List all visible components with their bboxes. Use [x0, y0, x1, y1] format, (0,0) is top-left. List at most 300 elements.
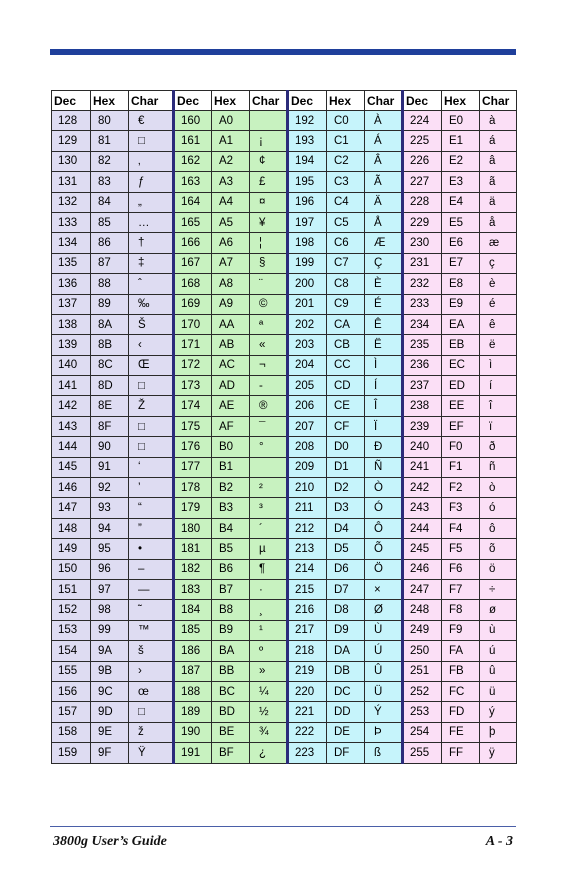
- cell-hex: A2: [212, 151, 250, 171]
- cell-dec: 130: [52, 151, 91, 171]
- cell-hex: 85: [91, 212, 129, 232]
- table-row: [52, 702, 517, 722]
- cell-dec: 231: [403, 253, 442, 273]
- table-row: [52, 681, 517, 701]
- cell-dec: 168: [174, 274, 212, 294]
- cell-dec: 157: [52, 702, 91, 722]
- extended-ascii-table: [51, 90, 517, 764]
- cell-dec: 132: [52, 192, 91, 212]
- cell-dec: 206: [288, 396, 327, 416]
- cell-hex: F5: [442, 539, 480, 559]
- header-char-2: Char: [365, 91, 403, 111]
- cell-hex: 84: [91, 192, 129, 212]
- table-row: [52, 335, 517, 355]
- cell-hex: D8: [327, 600, 365, 620]
- header-hex-0: Hex: [91, 91, 129, 111]
- cell-hex: 86: [91, 233, 129, 253]
- cell-hex: 9A: [91, 641, 129, 661]
- cell-char: ¥: [250, 212, 288, 232]
- cell-char: û: [480, 661, 517, 681]
- cell-dec: 217: [288, 620, 327, 640]
- table-row: [52, 172, 517, 192]
- cell-hex: FB: [442, 661, 480, 681]
- cell-hex: CF: [327, 416, 365, 436]
- header-hex-3: Hex: [442, 91, 480, 111]
- table-row: [52, 314, 517, 334]
- cell-hex: B2: [212, 478, 250, 498]
- cell-char: ô: [480, 518, 517, 538]
- cell-hex: E5: [442, 212, 480, 232]
- cell-char: §: [250, 253, 288, 273]
- cell-hex: A7: [212, 253, 250, 273]
- cell-hex: 90: [91, 437, 129, 457]
- cell-char: °: [250, 437, 288, 457]
- cell-dec: 180: [174, 518, 212, 538]
- cell-char: „: [129, 192, 174, 212]
- cell-hex: DE: [327, 722, 365, 742]
- header-char-0: Char: [129, 91, 174, 111]
- cell-dec: 164: [174, 192, 212, 212]
- cell-dec: 246: [403, 559, 442, 579]
- cell-dec: 224: [403, 111, 442, 131]
- cell-char: ÷: [480, 579, 517, 599]
- cell-hex: A5: [212, 212, 250, 232]
- cell-hex: F8: [442, 600, 480, 620]
- cell-char: ¨: [250, 274, 288, 294]
- cell-char: Ô: [365, 518, 403, 538]
- cell-hex: D5: [327, 539, 365, 559]
- table-row: [52, 539, 517, 559]
- cell-dec: 146: [52, 478, 91, 498]
- cell-char: ¸: [250, 600, 288, 620]
- cell-hex: E3: [442, 172, 480, 192]
- table-row: [52, 457, 517, 477]
- cell-dec: 229: [403, 212, 442, 232]
- cell-dec: 225: [403, 131, 442, 151]
- cell-dec: 237: [403, 376, 442, 396]
- cell-hex: EE: [442, 396, 480, 416]
- cell-char: ›: [129, 661, 174, 681]
- table-row: [52, 416, 517, 436]
- cell-char: ƒ: [129, 172, 174, 192]
- cell-hex: B0: [212, 437, 250, 457]
- cell-hex: 80: [91, 111, 129, 131]
- cell-char: Ñ: [365, 457, 403, 477]
- cell-char: Þ: [365, 722, 403, 742]
- cell-dec: 152: [52, 600, 91, 620]
- cell-dec: 167: [174, 253, 212, 273]
- cell-char: Â: [365, 151, 403, 171]
- cell-char: ý: [480, 702, 517, 722]
- cell-char: •: [129, 539, 174, 559]
- cell-dec: 160: [174, 111, 212, 131]
- cell-char: Æ: [365, 233, 403, 253]
- cell-char: É: [365, 294, 403, 314]
- cell-hex: BD: [212, 702, 250, 722]
- cell-char: €: [129, 111, 174, 131]
- cell-dec: 241: [403, 457, 442, 477]
- cell-dec: 220: [288, 681, 327, 701]
- header-dec-2: Dec: [288, 91, 327, 111]
- cell-char: ©: [250, 294, 288, 314]
- cell-hex: D4: [327, 518, 365, 538]
- cell-char: ë: [480, 335, 517, 355]
- cell-char: î: [480, 396, 517, 416]
- cell-char: ï: [480, 416, 517, 436]
- cell-hex: 82: [91, 151, 129, 171]
- cell-hex: 8E: [91, 396, 129, 416]
- cell-char: ¿: [250, 743, 288, 763]
- cell-dec: 204: [288, 355, 327, 375]
- cell-char: ˜: [129, 600, 174, 620]
- cell-hex: B7: [212, 579, 250, 599]
- cell-char: Ê: [365, 314, 403, 334]
- cell-hex: F0: [442, 437, 480, 457]
- table-row: [52, 131, 517, 151]
- cell-dec: 172: [174, 355, 212, 375]
- table-row: [52, 661, 517, 681]
- header-hex-1: Hex: [212, 91, 250, 111]
- cell-char: Ó: [365, 498, 403, 518]
- cell-hex: E2: [442, 151, 480, 171]
- cell-dec: 140: [52, 355, 91, 375]
- cell-char: ñ: [480, 457, 517, 477]
- table-row: [52, 355, 517, 375]
- cell-hex: A8: [212, 274, 250, 294]
- cell-char: œ: [129, 681, 174, 701]
- table-row: [52, 376, 517, 396]
- cell-char: µ: [250, 539, 288, 559]
- cell-dec: 163: [174, 172, 212, 192]
- cell-dec: 249: [403, 620, 442, 640]
- cell-char: ¹: [250, 620, 288, 640]
- cell-dec: 142: [52, 396, 91, 416]
- cell-dec: 147: [52, 498, 91, 518]
- cell-dec: 191: [174, 743, 212, 763]
- cell-dec: 239: [403, 416, 442, 436]
- cell-char: í: [480, 376, 517, 396]
- cell-char: ö: [480, 559, 517, 579]
- cell-char: »: [250, 661, 288, 681]
- cell-char: Ü: [365, 681, 403, 701]
- cell-hex: D1: [327, 457, 365, 477]
- cell-dec: 227: [403, 172, 442, 192]
- cell-hex: FD: [442, 702, 480, 722]
- cell-char: ‹: [129, 335, 174, 355]
- cell-dec: 185: [174, 620, 212, 640]
- cell-hex: 88: [91, 274, 129, 294]
- cell-hex: A4: [212, 192, 250, 212]
- cell-hex: A3: [212, 172, 250, 192]
- cell-char: ó: [480, 498, 517, 518]
- cell-dec: 236: [403, 355, 442, 375]
- cell-dec: 181: [174, 539, 212, 559]
- cell-hex: E9: [442, 294, 480, 314]
- table-row: [52, 559, 517, 579]
- cell-dec: 228: [403, 192, 442, 212]
- cell-dec: 182: [174, 559, 212, 579]
- cell-dec: 144: [52, 437, 91, 457]
- cell-dec: 226: [403, 151, 442, 171]
- cell-char: ‘: [129, 457, 174, 477]
- cell-char: õ: [480, 539, 517, 559]
- cell-hex: EF: [442, 416, 480, 436]
- cell-dec: 166: [174, 233, 212, 253]
- cell-dec: 149: [52, 539, 91, 559]
- cell-char: □: [129, 416, 174, 436]
- cell-dec: 162: [174, 151, 212, 171]
- header-dec-0: Dec: [52, 91, 91, 111]
- table-row: [52, 600, 517, 620]
- cell-dec: 170: [174, 314, 212, 334]
- cell-dec: 171: [174, 335, 212, 355]
- cell-char: Ä: [365, 192, 403, 212]
- cell-char: «: [250, 335, 288, 355]
- header-dec-1: Dec: [174, 91, 212, 111]
- cell-char: ‰: [129, 294, 174, 314]
- table-row: [52, 212, 517, 232]
- cell-dec: 200: [288, 274, 327, 294]
- cell-hex: C6: [327, 233, 365, 253]
- cell-hex: BB: [212, 661, 250, 681]
- cell-dec: 208: [288, 437, 327, 457]
- cell-dec: 215: [288, 579, 327, 599]
- cell-hex: C4: [327, 192, 365, 212]
- cell-dec: 203: [288, 335, 327, 355]
- cell-hex: F6: [442, 559, 480, 579]
- cell-char: —: [129, 579, 174, 599]
- cell-dec: 176: [174, 437, 212, 457]
- cell-char: ®: [250, 396, 288, 416]
- cell-dec: 165: [174, 212, 212, 232]
- cell-hex: CB: [327, 335, 365, 355]
- cell-char: ‚: [129, 151, 174, 171]
- footer-page-number: A - 3: [485, 834, 513, 849]
- cell-dec: 183: [174, 579, 212, 599]
- cell-hex: 8A: [91, 314, 129, 334]
- cell-dec: 198: [288, 233, 327, 253]
- cell-char: ½: [250, 702, 288, 722]
- cell-hex: AB: [212, 335, 250, 355]
- cell-hex: B5: [212, 539, 250, 559]
- cell-char: ž: [129, 722, 174, 742]
- cell-hex: 99: [91, 620, 129, 640]
- cell-hex: A1: [212, 131, 250, 151]
- cell-dec: 139: [52, 335, 91, 355]
- cell-char: å: [480, 212, 517, 232]
- cell-dec: 232: [403, 274, 442, 294]
- footer-guide-title: 3800g User’s Guide: [53, 834, 167, 849]
- cell-char: –: [129, 559, 174, 579]
- cell-hex: EC: [442, 355, 480, 375]
- cell-dec: 197: [288, 212, 327, 232]
- cell-hex: 9B: [91, 661, 129, 681]
- cell-hex: F3: [442, 498, 480, 518]
- cell-dec: 252: [403, 681, 442, 701]
- cell-char: Ù: [365, 620, 403, 640]
- cell-dec: 212: [288, 518, 327, 538]
- cell-dec: 136: [52, 274, 91, 294]
- cell-hex: D9: [327, 620, 365, 640]
- cell-char: ä: [480, 192, 517, 212]
- cell-char: Ø: [365, 600, 403, 620]
- table-row: [52, 641, 517, 661]
- cell-hex: ED: [442, 376, 480, 396]
- cell-hex: E6: [442, 233, 480, 253]
- cell-char: á: [480, 131, 517, 151]
- cell-dec: 242: [403, 478, 442, 498]
- cell-hex: CE: [327, 396, 365, 416]
- cell-dec: 145: [52, 457, 91, 477]
- cell-hex: DA: [327, 641, 365, 661]
- cell-dec: 199: [288, 253, 327, 273]
- table-row: [52, 518, 517, 538]
- cell-dec: 196: [288, 192, 327, 212]
- cell-dec: 155: [52, 661, 91, 681]
- cell-hex: FE: [442, 722, 480, 742]
- cell-hex: 96: [91, 559, 129, 579]
- cell-hex: CD: [327, 376, 365, 396]
- cell-char: ‡: [129, 253, 174, 273]
- cell-dec: 187: [174, 661, 212, 681]
- cell-dec: 223: [288, 743, 327, 763]
- cell-dec: 233: [403, 294, 442, 314]
- table-row: [52, 111, 517, 131]
- cell-dec: 255: [403, 743, 442, 763]
- cell-char: ì: [480, 355, 517, 375]
- cell-hex: F9: [442, 620, 480, 640]
- cell-hex: B1: [212, 457, 250, 477]
- cell-hex: DB: [327, 661, 365, 681]
- cell-dec: 207: [288, 416, 327, 436]
- cell-dec: 137: [52, 294, 91, 314]
- cell-dec: 243: [403, 498, 442, 518]
- table-row: [52, 579, 517, 599]
- cell-char: Œ: [129, 355, 174, 375]
- cell-dec: 247: [403, 579, 442, 599]
- cell-dec: 143: [52, 416, 91, 436]
- cell-char: “: [129, 498, 174, 518]
- cell-dec: 128: [52, 111, 91, 131]
- table-row: [52, 743, 517, 763]
- cell-hex: 8F: [91, 416, 129, 436]
- cell-dec: 218: [288, 641, 327, 661]
- cell-char: ¡: [250, 131, 288, 151]
- cell-dec: 202: [288, 314, 327, 334]
- cell-dec: 175: [174, 416, 212, 436]
- cell-dec: 189: [174, 702, 212, 722]
- cell-hex: 95: [91, 539, 129, 559]
- cell-char: þ: [480, 722, 517, 742]
- cell-dec: 179: [174, 498, 212, 518]
- cell-char: é: [480, 294, 517, 314]
- cell-dec: 158: [52, 722, 91, 742]
- cell-dec: 156: [52, 681, 91, 701]
- cell-hex: BC: [212, 681, 250, 701]
- cell-char: Õ: [365, 539, 403, 559]
- cell-dec: 230: [403, 233, 442, 253]
- header-hex-2: Hex: [327, 91, 365, 111]
- cell-dec: 192: [288, 111, 327, 131]
- cell-char: £: [250, 172, 288, 192]
- cell-hex: BE: [212, 722, 250, 742]
- cell-dec: 214: [288, 559, 327, 579]
- cell-char: ˆ: [129, 274, 174, 294]
- cell-hex: F1: [442, 457, 480, 477]
- cell-dec: 186: [174, 641, 212, 661]
- cell-dec: 193: [288, 131, 327, 151]
- cell-hex: C9: [327, 294, 365, 314]
- cell-char: ”: [129, 518, 174, 538]
- cell-hex: DD: [327, 702, 365, 722]
- cell-char: š: [129, 641, 174, 661]
- cell-hex: D7: [327, 579, 365, 599]
- cell-hex: C8: [327, 274, 365, 294]
- cell-dec: 240: [403, 437, 442, 457]
- header-char-1: Char: [250, 91, 288, 111]
- cell-hex: FC: [442, 681, 480, 701]
- cell-hex: B4: [212, 518, 250, 538]
- cell-dec: 253: [403, 702, 442, 722]
- cell-dec: 148: [52, 518, 91, 538]
- cell-char: Å: [365, 212, 403, 232]
- cell-dec: 235: [403, 335, 442, 355]
- cell-dec: 129: [52, 131, 91, 151]
- cell-hex: CA: [327, 314, 365, 334]
- cell-hex: EA: [442, 314, 480, 334]
- cell-hex: AA: [212, 314, 250, 334]
- cell-char: ¶: [250, 559, 288, 579]
- cell-char: ã: [480, 172, 517, 192]
- cell-char: □: [129, 437, 174, 457]
- cell-hex: 8D: [91, 376, 129, 396]
- cell-hex: D3: [327, 498, 365, 518]
- cell-hex: E7: [442, 253, 480, 273]
- cell-char: ’: [129, 478, 174, 498]
- cell-hex: E8: [442, 274, 480, 294]
- cell-hex: FF: [442, 743, 480, 763]
- cell-dec: 138: [52, 314, 91, 334]
- cell-char: Ö: [365, 559, 403, 579]
- table-row: [52, 253, 517, 273]
- cell-dec: 201: [288, 294, 327, 314]
- cell-char: º: [250, 641, 288, 661]
- table-row: [52, 233, 517, 253]
- cell-hex: E4: [442, 192, 480, 212]
- cell-hex: AE: [212, 396, 250, 416]
- cell-dec: 151: [52, 579, 91, 599]
- table-row: [52, 151, 517, 171]
- cell-char: ê: [480, 314, 517, 334]
- cell-char: ¢: [250, 151, 288, 171]
- cell-dec: 244: [403, 518, 442, 538]
- cell-char: Í: [365, 376, 403, 396]
- cell-char: ø: [480, 600, 517, 620]
- cell-char: ¤: [250, 192, 288, 212]
- cell-char: Ì: [365, 355, 403, 375]
- cell-dec: 141: [52, 376, 91, 396]
- cell-char: ¼: [250, 681, 288, 701]
- cell-hex: F2: [442, 478, 480, 498]
- cell-hex: A9: [212, 294, 250, 314]
- cell-char: À: [365, 111, 403, 131]
- cell-dec: 169: [174, 294, 212, 314]
- cell-hex: BF: [212, 743, 250, 763]
- cell-hex: 97: [91, 579, 129, 599]
- cell-hex: 83: [91, 172, 129, 192]
- cell-char: □: [129, 131, 174, 151]
- cell-char: Ï: [365, 416, 403, 436]
